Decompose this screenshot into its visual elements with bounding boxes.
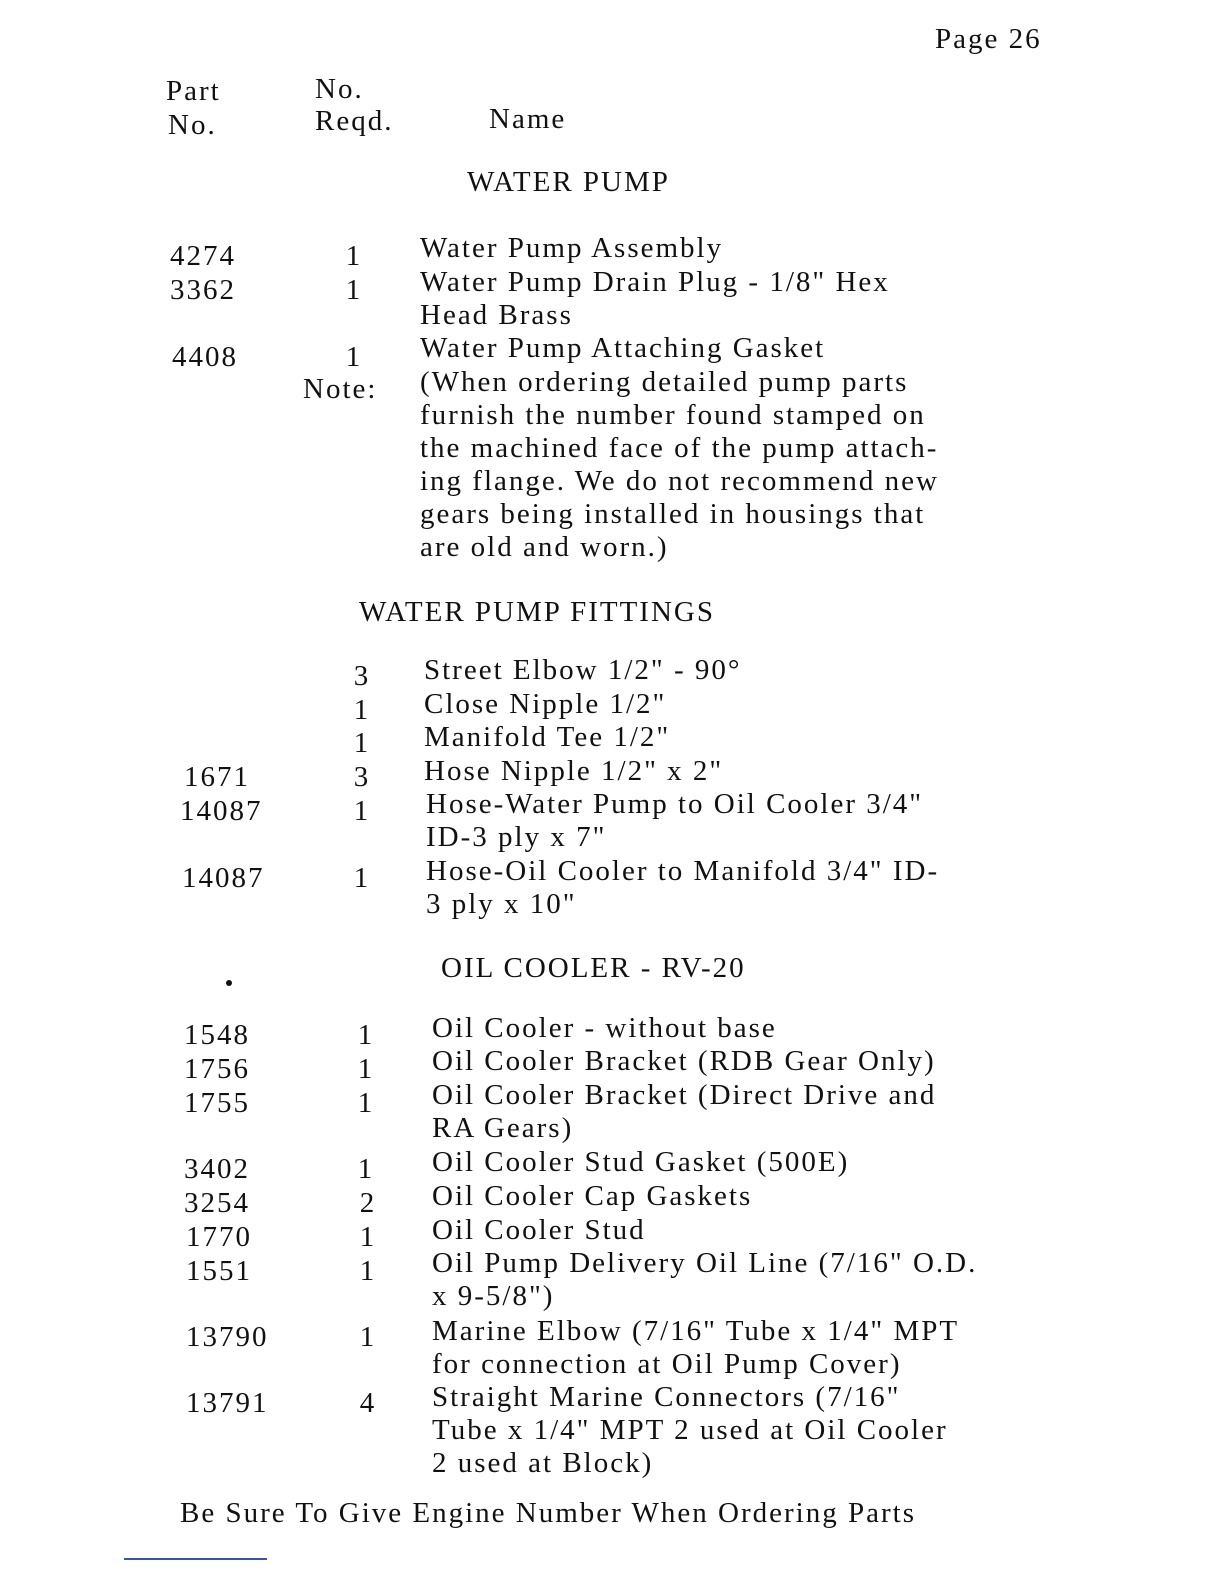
header-part-line1: Part bbox=[166, 75, 221, 107]
part-name: Street Elbow 1/2" - 90° bbox=[424, 654, 742, 686]
quantity: 1 bbox=[357, 1019, 373, 1051]
part-number: 13791 bbox=[186, 1387, 269, 1419]
quantity: 1 bbox=[353, 862, 369, 894]
part-number: 1551 bbox=[186, 1255, 252, 1287]
part-name: Water Pump Attaching Gasket bbox=[420, 332, 826, 364]
quantity: 1 bbox=[345, 240, 361, 272]
part-name: Manifold Tee 1/2" bbox=[424, 721, 671, 753]
part-name: Straight Marine Connectors (7/16" Tube x 1/4" MPT 2 used at Oil Cooler 2 used at Block) bbox=[432, 1381, 948, 1479]
part-number: 3362 bbox=[170, 274, 236, 306]
part-number: 4408 bbox=[172, 341, 238, 373]
footer-instruction: Be Sure To Give Engine Number When Ordering Parts bbox=[180, 1497, 916, 1529]
part-name: Water Pump Drain Plug - 1/8" Hex Head Brass bbox=[420, 266, 890, 331]
section-title-oil-cooler: OIL COOLER - RV-20 bbox=[441, 952, 746, 984]
header-qty-line1: No. bbox=[315, 73, 364, 105]
quantity: 1 bbox=[345, 341, 361, 373]
quantity: 1 bbox=[357, 1053, 373, 1085]
part-name: Oil Cooler Stud Gasket (500E) bbox=[432, 1146, 850, 1178]
page-number: Page 26 bbox=[935, 23, 1042, 55]
part-number: 14087 bbox=[180, 795, 263, 827]
part-number: 1770 bbox=[186, 1221, 252, 1253]
part-number: 4274 bbox=[170, 240, 236, 272]
part-number: 1756 bbox=[184, 1053, 250, 1085]
part-name: Oil Cooler - without base bbox=[432, 1012, 777, 1044]
part-name: Hose Nipple 1/2" x 2" bbox=[424, 755, 724, 787]
note-text: (When ordering detailed pump parts furnish the number found stamped on the machined face of the pump attach- ing flange. We do not recommend new gears being installed in housings that are old and worn.) bbox=[420, 366, 939, 563]
quantity: 3 bbox=[353, 761, 369, 793]
part-number: 3254 bbox=[184, 1187, 250, 1219]
part-number: 1755 bbox=[184, 1087, 250, 1119]
quantity: 1 bbox=[353, 795, 369, 827]
part-name: Oil Pump Delivery Oil Line (7/16" O.D. x 9-5/8") bbox=[432, 1247, 978, 1312]
part-name: Hose-Water Pump to Oil Cooler 3/4" ID-3 ply x 7" bbox=[426, 788, 924, 853]
quantity: 1 bbox=[359, 1221, 375, 1253]
header-name: Name bbox=[489, 103, 567, 135]
quantity: 3 bbox=[353, 660, 369, 692]
header-qty-line2: Reqd. bbox=[315, 105, 394, 137]
part-name: Water Pump Assembly bbox=[420, 232, 724, 264]
part-name: Oil Cooler Bracket (Direct Drive and RA Gears) bbox=[432, 1079, 937, 1144]
section-title-water-pump-fittings: WATER PUMP FITTINGS bbox=[359, 596, 715, 628]
part-name: Hose-Oil Cooler to Manifold 3/4" ID- 3 ply x 10" bbox=[426, 855, 940, 920]
part-number: 1671 bbox=[184, 761, 250, 793]
quantity: 1 bbox=[345, 274, 361, 306]
quantity: 1 bbox=[357, 1153, 373, 1185]
part-name: Oil Cooler Stud bbox=[432, 1214, 646, 1246]
part-number: 3402 bbox=[184, 1153, 250, 1185]
stray-mark bbox=[226, 980, 232, 986]
quantity: 2 bbox=[359, 1187, 375, 1219]
quantity: 4 bbox=[359, 1387, 375, 1419]
quantity: 1 bbox=[359, 1255, 375, 1287]
part-number: 14087 bbox=[182, 862, 265, 894]
section-title-water-pump: WATER PUMP bbox=[467, 166, 670, 198]
quantity: 1 bbox=[353, 727, 369, 759]
part-number: 1548 bbox=[184, 1019, 250, 1051]
quantity: 1 bbox=[353, 694, 369, 726]
part-name: Oil Cooler Cap Gaskets bbox=[432, 1180, 753, 1212]
part-name: Close Nipple 1/2" bbox=[424, 688, 667, 720]
quantity: 1 bbox=[359, 1321, 375, 1353]
part-name: Oil Cooler Bracket (RDB Gear Only) bbox=[432, 1045, 936, 1077]
bottom-rule bbox=[124, 1558, 267, 1560]
part-name: Marine Elbow (7/16" Tube x 1/4" MPT for connection at Oil Pump Cover) bbox=[432, 1315, 960, 1380]
quantity: 1 bbox=[357, 1087, 373, 1119]
part-number: 13790 bbox=[186, 1321, 269, 1353]
header-part-line2: No. bbox=[168, 109, 217, 141]
note-label: Note: bbox=[303, 373, 378, 405]
